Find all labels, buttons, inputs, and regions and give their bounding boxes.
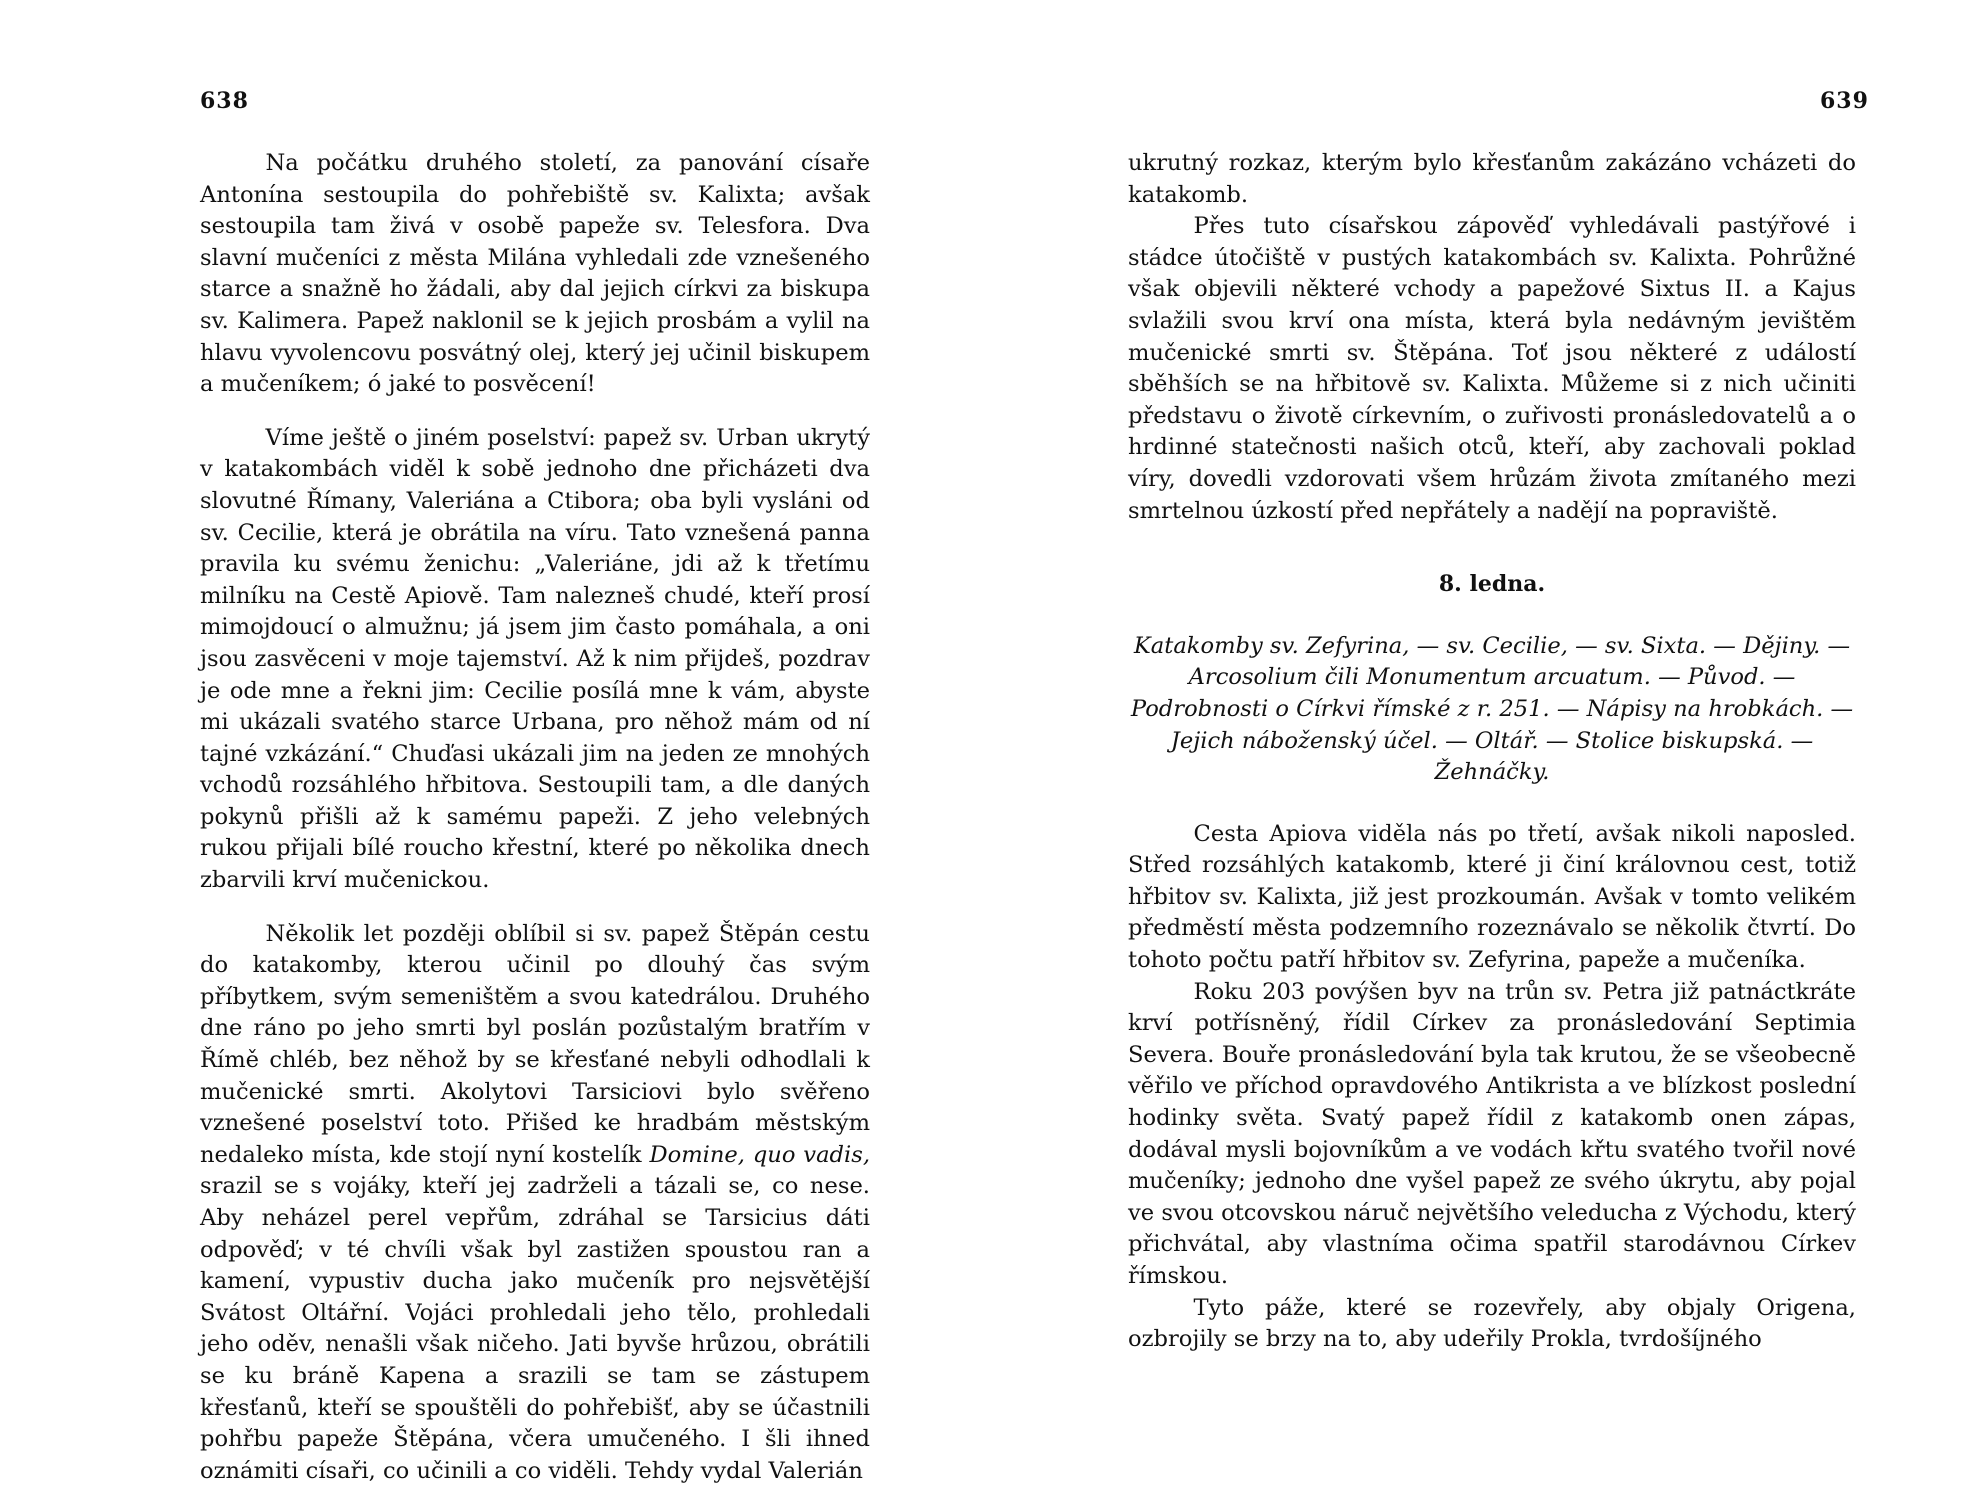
paragraph-text: Několik let později oblíbil si sv. papež Štěpán cestu do katakomby, kterou učinil po dlouhý čas svým příbytkem, svým semeništěm a svou katedrálou. Druhého dne ráno po jeho smrti byl poslán pozůstalým bratřím v Římě chléb, bez něhož by se křesťané nebyli odhodlali k mučenické smrti. Akolytovi Tarsiciovi bylo svěřeno vznešené poselství toto. Přišed ke hradbám městským nedaleko místa, kde stojí nyní kostelík (200, 920, 870, 1168)
page-number-right: 639 (1820, 88, 1869, 114)
paragraph: Víme ještě o jiném poselství: papež sv. Urban ukrytý v katakombách viděl k sobě jednoho dne přicházeti dva slovutné Římany, Valeriána a Ctibora; oba byli vysláni od sv. Cecilie, která je obrátila na víru. Tato vznešená panna pravila ku svému ženichu: „Valeriáne, jdi až k třetímu milníku na Cestě Apiově. Tam nalezneš chudé, kteří prosí mimojdoucí o almužnu; já jsem jim často pomáhala, a oni jsou zasvěceni v moje tajemství. Až k nim přijdeš, pozdrav je ode mne a řekni jim: Cecilie posílá mne k vám, abyste mi ukázali svatého starce Urbana, pro něhož mám od ní tajné vzkázání.“ Chuďasi ukázali jim na jeden ze mnohých vchodů rozsáhlého hřbitova. Sestoupili tam, a dle daných pokynů přišli až k samému papeži. Z jeho velebných rukou přijali bílé roucho křestní, které po několika dnech zbarvili krví mučenickou. (200, 424, 870, 894)
paragraph: Přes tuto císařskou zápověď vyhledávali pastýřové i stádce útočiště v pustých katakombách sv. Kalixta. Pohrůžné však objevili některé vchody a papežové Sixtus II. a Kajus svlažili svou krví ona místa, která byla nedávným jevištěm mučenické smrti sv. Štěpána. Toť jsou některé z událostí sběhších se na hřbitově sv. Kalixta. Můžeme si z nich učiniti představu o životě církevním, o zuřivosti pronásledovatelů a o hrdinné statečnosti našich otců, kteří, aby zachovali poklad víry, dovedli vzdorovati všem hrůzám života zmítaného mezi smrtelnou úzkostí před nepřátely a nadějí na popraviště. (1128, 213, 1856, 524)
church-name: Domine, quo vadis, (649, 1141, 871, 1168)
paragraph: Cesta Apiova viděla nás po třetí, avšak nikoli naposled. Střed rozsáhlých katakomb, které ji činí královnou cest, totiž hřbitov sv. Kalixta, již jest prozkoumán. Avšak v tomto velikém předměstí města podzemního rozeznávalo se několik čtvrtí. Do tohoto počtu patří hřbitov sv. Zefyrina, papeže a mučeníka. (1128, 820, 1856, 974)
left-page (200, 148, 870, 1487)
paragraph: ukrutný rozkaz, kterým bylo křesťanům zakázáno vcházeti do katakomb. (1128, 150, 1856, 208)
page-number-left: 638 (200, 88, 249, 114)
right-page (1128, 148, 1856, 1356)
paragraph: Na počátku druhého století, za panování císaře Antonína sestoupila do pohřebiště sv. Kalixta; avšak sestoupila tam živá v osobě papeže sv. Telesfora. Dva slavní mučeníci z města Milána vyhledali zde vznešeného starce a snažně ho žádali, aby dal jejich církvi za biskupa sv. Kalimera. Papež naklonil se k jejich prosbám a vylil na hlavu vyvolencovu posvátný olej, který jej učinil biskupem a mučeníkem; ó jaké to posvěcení! (200, 150, 870, 398)
section-heading: 8. ledna. (1438, 571, 1546, 598)
section-summary: Katakomby sv. Zefyrina, — sv. Cecilie, — sv. Sixta. — Dějiny. — Arcosolium čili Monumentum arcuatum. — Původ. — Podrobnosti o Církvi římské z r. 251. — Nápisy na hrobkách. — Jejich náboženský účel. — Oltář. — Stolice biskupská. — Žehnáčky. (1130, 632, 1854, 786)
paragraph: Roku 203 povýšen byv na trůn sv. Petra již patnáctkráte krví potřísněný, řídil Církev za pronásledování Septimia Severa. Bouře pronásledování byla tak krutou, že se všeobecně věřilo ve příchod opravdového Antikrista a ve blízkost poslední hodinky světa. Svatý papež řídil z katakomb onen zápas, dodával mysli bojovníkům a ve vodách křtu svatého tvořil nové mučeníky; jednoho dne vyšel papež ze svého úkrytu, aby pojal ve svou otcovskou náruč největšího veleducha z Východu, který přichvátal, aby vlastníma očima spatřil starodávnou Církev římskou. (1128, 978, 1856, 1289)
paragraph-text: srazil se s vojáky, kteří jej zadrželi a tázali se, co nese. Aby neházel perel vepřům, zdráhal se Tarsicius dáti odpověď; v té chvíli však byl zastižen spoustou ran a kamení, vypustiv ducha jako mučeník pro nejsvětější Svátost Oltářní. Vojáci prohledali jeho tělo, prohledali jeho oděv, nenašli však ničeho. Jati byvše hrůzou, obrátili se ku bráně Kapena a srazili se tam se zástupem křesťanů, kteří se spouštěli do pohřebišť, aby se účastnili pohřbu papeže Štěpána, včera umučeného. I šli ihned oznámiti císaři, co učinili a co viděli. Tehdy vydal Valerián (200, 1173, 870, 1484)
paragraph (200, 919, 870, 1488)
paragraph: Tyto páže, které se rozevřely, aby objaly Origena, ozbrojily se brzy na to, aby udeřily Prokla, tvrdošíjného (1128, 1294, 1856, 1353)
